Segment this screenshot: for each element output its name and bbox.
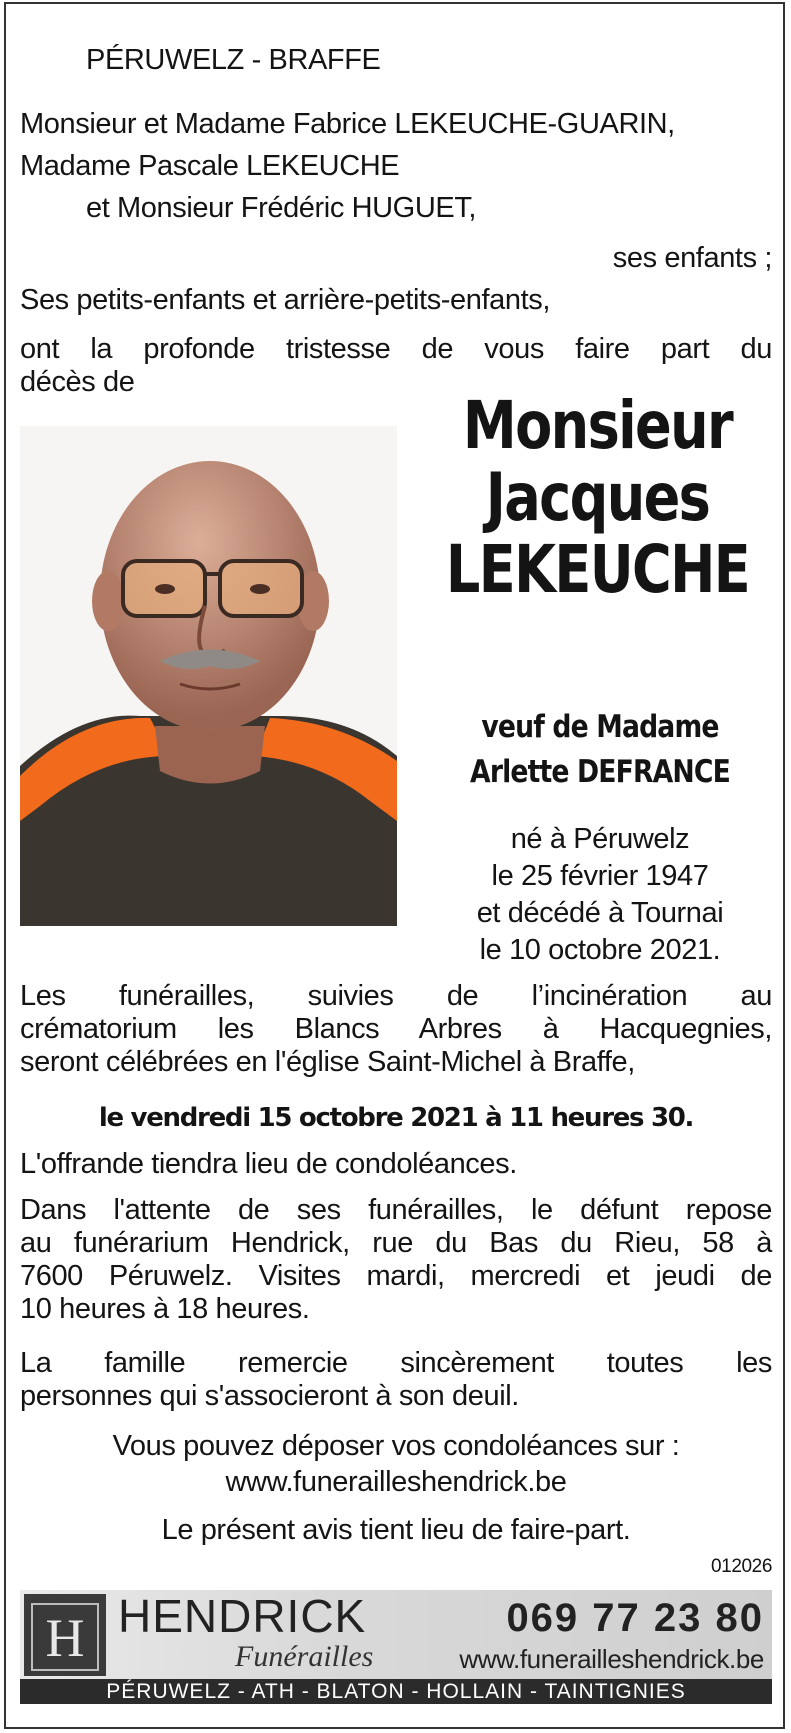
family-line-4: ses enfants ;: [612, 242, 772, 274]
visits-paragraph: [20, 1194, 772, 1326]
faire-part-notice: Le présent avis tient lieu de faire-part.: [161, 1514, 631, 1546]
reference-number: 012026: [710, 1556, 772, 1577]
family-line-3: et Monsieur Frédéric HUGUET,: [86, 192, 477, 224]
visits-line-4: 10 heures à 18 heures.: [20, 1293, 310, 1325]
hendrick-logo: [24, 1594, 106, 1676]
funeral-line-3: seront célébrées en l'église Saint-Michel à Braffe,: [20, 1046, 635, 1078]
family-line-2: Madame Pascale LEKEUCHE: [20, 150, 400, 182]
funeral-home-footer: [20, 1590, 772, 1704]
offering-line: L'offrande tiendra lieu de condoléances.: [20, 1148, 517, 1180]
funeral-paragraph: [20, 980, 772, 1079]
thanks-paragraph: [20, 1347, 772, 1413]
location-header: PÉRUWELZ - BRAFFE: [86, 44, 381, 76]
footer-locations: PÉRUWELZ - ATH - BLATON - HOLLAIN - TAINTIGNIES: [20, 1679, 772, 1704]
portrait-illustration: [20, 426, 397, 926]
funeral-line-1: Les funérailles, suivies de l’incinération au: [20, 980, 772, 1012]
svg-text:H: H: [45, 1608, 85, 1668]
condolences-url[interactable]: www.funerailleshendrick.be: [225, 1466, 567, 1498]
visits-line-1: Dans l'attente de ses funérailles, le défunt repose: [20, 1194, 772, 1226]
widow-line-2: Arlette DEFRANCE: [470, 754, 730, 790]
footer-website[interactable]: www.funerailleshendrick.be: [459, 1644, 764, 1674]
deceased-last-name: LEKEUCHE: [445, 531, 750, 608]
death-line-2: le 10 octobre 2021.: [479, 934, 721, 966]
footer-phone[interactable]: 069 77 23 80: [506, 1596, 764, 1640]
footer-subbrand: Funérailles: [235, 1640, 374, 1673]
funeral-date: le vendredi 15 octobre 2021 à 11 heures 30.: [98, 1103, 694, 1133]
funeral-line-2: crématorium les Blancs Arbres à Hacquegnies,: [20, 1013, 772, 1045]
visits-line-3: 7600 Péruwelz. Visites mardi, mercredi et jeudi de: [20, 1260, 772, 1292]
condolences-line: Vous pouvez déposer vos condoléances sur :: [112, 1430, 680, 1462]
footer-brand: HENDRICK: [118, 1590, 367, 1642]
logo-emblem-icon: [24, 1594, 106, 1676]
visits-line-2: au funérarium Hendrick, rue du Bas du Rieu, 58 à: [20, 1227, 772, 1259]
family-line-1: Monsieur et Madame Fabrice LEKEUCHE-GUARIN,: [20, 108, 675, 140]
thanks-line-1: La famille remercie sincèrement toutes les: [20, 1347, 772, 1379]
family-line-5: Ses petits-enfants et arrière-petits-enfants,: [20, 284, 551, 316]
death-line-1: et décédé à Tournai: [476, 897, 724, 929]
deceased-first-name: Jacques: [485, 459, 710, 536]
birth-line-1: né à Péruwelz: [510, 823, 690, 855]
deceased-title: Monsieur: [462, 387, 733, 464]
thanks-line-2: personnes qui s'associeront à son deuil.: [20, 1380, 519, 1412]
portrait-photo: [20, 426, 397, 926]
intro-line-2: décès de: [20, 366, 135, 398]
intro-line-1: ont la profonde tristesse de vous faire part du: [20, 333, 772, 365]
birth-line-2: le 25 février 1947: [491, 860, 709, 892]
widow-line-1: veuf de Madame: [481, 709, 719, 745]
